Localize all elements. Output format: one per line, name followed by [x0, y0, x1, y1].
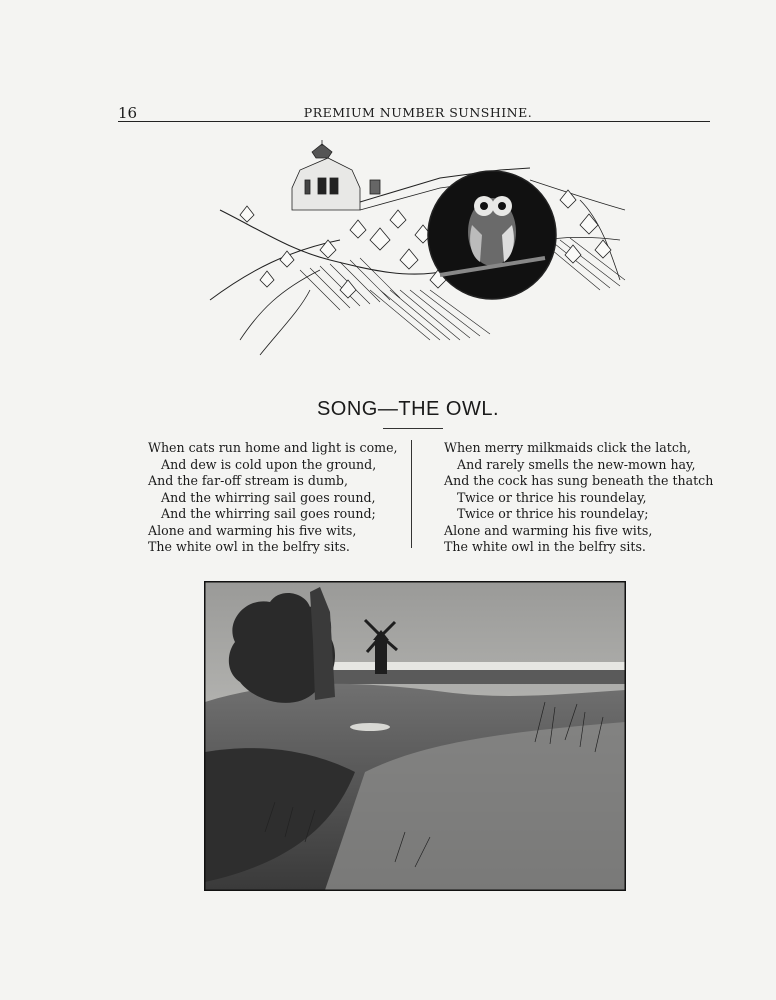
- verse-line: Twice or thrice his roundelay;: [457, 506, 649, 521]
- windmill-landscape-illustration: [204, 581, 626, 891]
- stanza-right: [444, 440, 713, 556]
- header-rule: [118, 121, 710, 122]
- verse-line: And rarely smells the new-mown hay,: [457, 456, 696, 472]
- verse-line: And the whirring sail goes round;: [161, 506, 376, 521]
- verse-line: Alone and warming his five wits,: [148, 522, 357, 538]
- column-divider: [411, 440, 412, 548]
- verse-line: Twice or thrice his roundelay,: [457, 489, 647, 505]
- verse-line: When merry milkmaids click the latch,: [444, 440, 691, 455]
- poem-title: SONG—THE OWL.: [316, 398, 500, 420]
- verse-line: When cats run home and light is come,: [148, 440, 398, 455]
- running-title: PREMIUM NUMBER SUNSHINE.: [303, 105, 533, 120]
- page-number: 16: [118, 104, 138, 122]
- belfry-owl-vignette: [200, 140, 630, 370]
- verse-line: Alone and warming his five wits,: [444, 522, 653, 538]
- verse-line: And the cock has sung beneath the thatch: [444, 473, 714, 488]
- stanza-left: [148, 440, 398, 556]
- verse-line: And the whirring sail goes round,: [161, 489, 376, 505]
- title-rule: [383, 428, 443, 429]
- verse-line: And dew is cold upon the ground,: [161, 456, 377, 472]
- verse-line: The white owl in the belfry sits.: [148, 539, 350, 554]
- verse-line: And the far-off stream is dumb,: [148, 473, 348, 488]
- verse-line: The white owl in the belfry sits.: [444, 539, 646, 554]
